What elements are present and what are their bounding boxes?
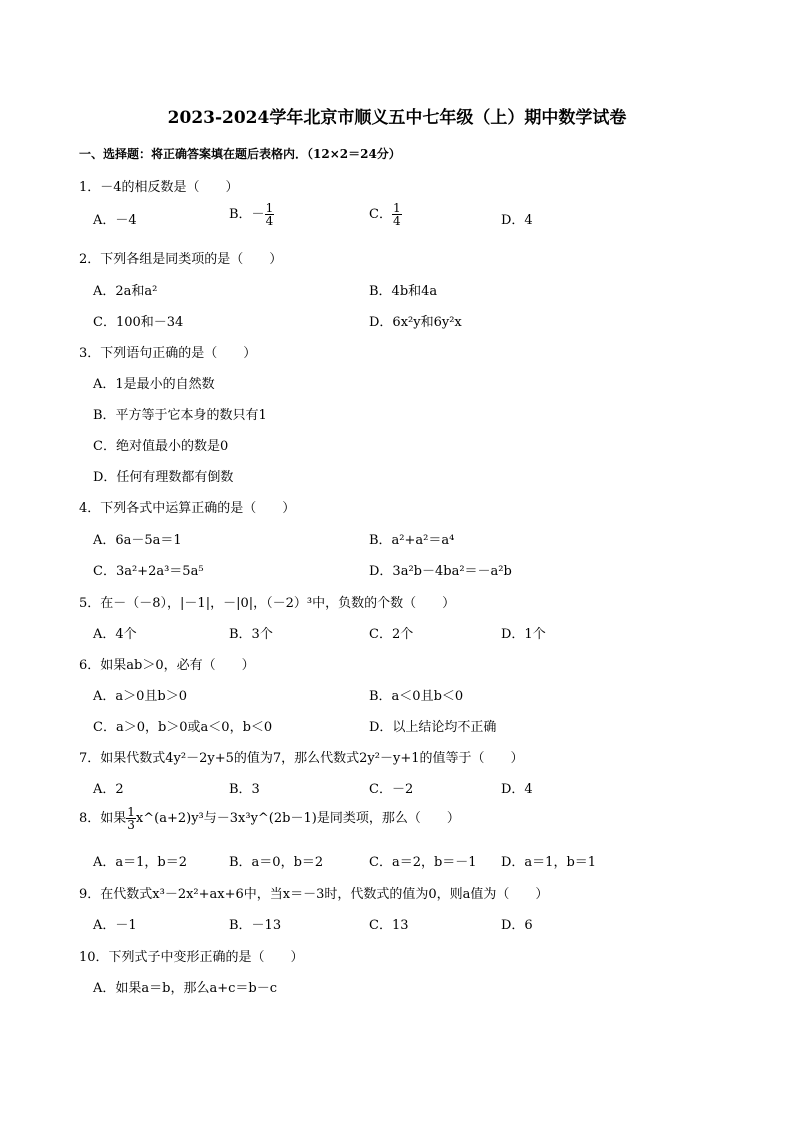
q3-option-a: A．1是最小的自然数 [93, 377, 215, 392]
question-1: 1．－4的相反数是（ ） [79, 180, 239, 195]
q2-option-d: D．6x²y和6y²x [369, 315, 462, 330]
page-title: 2023-2024学年北京市顺义五中七年级（上）期中数学试卷 [167, 108, 627, 128]
question-6: 6．如果ab＞0，必有（ ） [79, 658, 255, 673]
q1-option-d: D．4 [501, 213, 533, 228]
question-7: 7．如果代数式4y²－2y+5的值为7，那么代数式2y²－y+1的值等于（ ） [79, 751, 524, 766]
q8-option-a: A．a＝1，b＝2 [93, 855, 188, 870]
q1-option-c-fraction [392, 202, 402, 227]
question-10: 10．下列式子中变形正确的是（ ） [79, 950, 304, 965]
q10-option-a: A．如果a＝b，那么a+c＝b－c [93, 981, 277, 996]
q3-option-c: C．绝对值最小的数是0 [93, 439, 229, 454]
q7-option-b: B．3 [229, 782, 260, 797]
q8-option-d: D．a＝1，b＝1 [501, 855, 597, 870]
q6-option-b: B．a＜0且b＜0 [369, 689, 464, 704]
q8-stem-suffix: x^(a+2)y³与－3x³y^(2b－1)是同类项，那么（ ） [135, 811, 460, 826]
fraction-numerator: 1 [265, 201, 274, 215]
question-3: 3．下列语句正确的是（ ） [79, 346, 257, 361]
section-heading: 一、选择题：将正确答案填在题后表格内．（12×2＝24分） [79, 147, 401, 161]
fraction-denominator: 3 [127, 818, 135, 832]
fraction-denominator: 4 [392, 214, 401, 228]
q4-option-b: B．a²+a²＝a⁴ [369, 533, 455, 548]
q5-option-c: C．2个 [369, 627, 414, 642]
q1-option-a: A．－4 [93, 213, 137, 228]
q2-option-c: C．100和－34 [93, 315, 184, 330]
q6-option-a: A．a＞0且b＞0 [93, 689, 188, 704]
q8-fraction [126, 806, 136, 831]
question-9: 9．在代数式x³－2x²+ax+6中，当x＝－3时，代数式的值为0，则a值为（ ） [79, 887, 549, 902]
fraction-numerator: 1 [127, 805, 135, 819]
q4-option-d: D．3a²b－4ba²＝－a²b [369, 564, 512, 579]
question-8 [79, 806, 460, 831]
q7-option-c: C．－2 [369, 782, 414, 797]
fraction-denominator: 4 [265, 214, 274, 228]
q4-option-c: C．3a²+2a³＝5a⁵ [93, 564, 204, 579]
question-4: 4．下列各式中运算正确的是（ ） [79, 501, 296, 516]
q5-option-b: B．3个 [229, 627, 273, 642]
q4-option-a: A．6a－5a＝1 [93, 533, 182, 548]
q1-option-b [229, 202, 274, 227]
q7-option-a: A．2 [93, 782, 124, 797]
q1-option-b-fraction [265, 202, 275, 227]
q8-stem-prefix: 8．如果 [79, 811, 127, 826]
q5-option-a: A．4个 [93, 627, 137, 642]
q2-option-b: B．4b和4a [369, 284, 438, 299]
q1-option-c [369, 202, 402, 227]
q8-option-c: C．a＝2，b＝－1 [369, 855, 477, 870]
question-5: 5．在－（－8），|－1|，－|0|，（－2）³中，负数的个数（ ） [79, 596, 456, 611]
q8-option-b: B．a＝0，b＝2 [229, 855, 324, 870]
q1-option-c-prefix: C． [369, 207, 392, 222]
fraction-numerator: 1 [392, 201, 401, 215]
q9-option-c: C．13 [369, 918, 409, 933]
q6-option-c: C．a＞0，b＞0或a＜0，b＜0 [93, 720, 273, 735]
q1-option-b-prefix: B．－ [229, 207, 265, 222]
q6-option-d: D．以上结论均不正确 [369, 720, 497, 735]
q5-option-d: D．1个 [501, 627, 546, 642]
q2-option-a: A．2a和a² [93, 284, 158, 299]
q3-option-b: B．平方等于它本身的数只有1 [93, 408, 267, 423]
question-2: 2．下列各组是同类项的是（ ） [79, 252, 283, 267]
q9-option-a: A．－1 [93, 918, 137, 933]
q9-option-d: D．6 [501, 918, 533, 933]
q9-option-b: B．－13 [229, 918, 282, 933]
q7-option-d: D．4 [501, 782, 533, 797]
q3-option-d: D．任何有理数都有倒数 [93, 470, 234, 485]
